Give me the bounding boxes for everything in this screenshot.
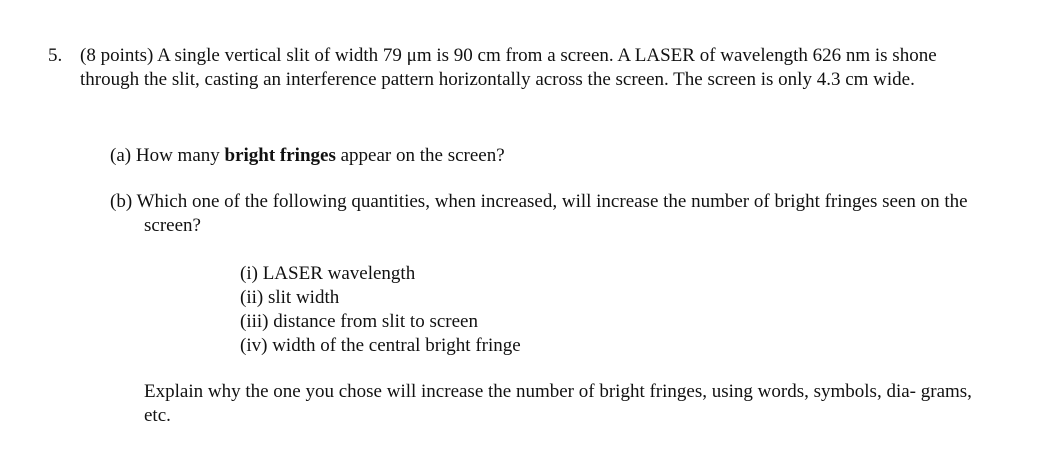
part-b: [110, 190, 1000, 238]
problem-points: (8 points): [80, 45, 154, 66]
part-a-text-before: How many: [135, 145, 220, 166]
part-a-label: (a): [110, 145, 132, 166]
option-text: LASER wavelength: [262, 263, 416, 284]
problem-stem: [80, 44, 1000, 92]
option-iii: [240, 310, 740, 334]
part-a-bold: bright fringes: [224, 145, 336, 166]
problem-stem-text: A single vertical slit of width 79 μm is 90 cm from a screen. A LASER of wavelength 626 nm is shone through the slit, casting an interference pattern horizontally across the screen. The screen is only 4.3 cm wide.: [80, 45, 937, 90]
option-tag: (iii): [240, 311, 269, 332]
part-b-text: Which one of the following quantities, when increased, will increase the number of bright fringes seen on the screen?: [136, 191, 968, 236]
option-iv: [240, 334, 740, 358]
part-a-text-after: appear on the screen?: [340, 145, 505, 166]
option-tag: (i): [240, 263, 258, 284]
option-text: distance from slit to screen: [273, 311, 478, 332]
part-b-options: [240, 262, 740, 358]
option-i: [240, 262, 740, 286]
part-a: [110, 144, 990, 168]
part-b-explain: Explain why the one you chose will increase the number of bright fringes, using words, symbols, dia- grams, etc.: [144, 381, 972, 426]
option-tag: (iv): [240, 335, 268, 356]
option-tag: (ii): [240, 287, 264, 308]
option-text: slit width: [267, 287, 340, 308]
option-text: width of the central bright fringe: [272, 335, 521, 356]
part-b-label: (b): [110, 191, 133, 212]
problem-number: 5.: [48, 45, 63, 66]
option-ii: [240, 286, 740, 310]
